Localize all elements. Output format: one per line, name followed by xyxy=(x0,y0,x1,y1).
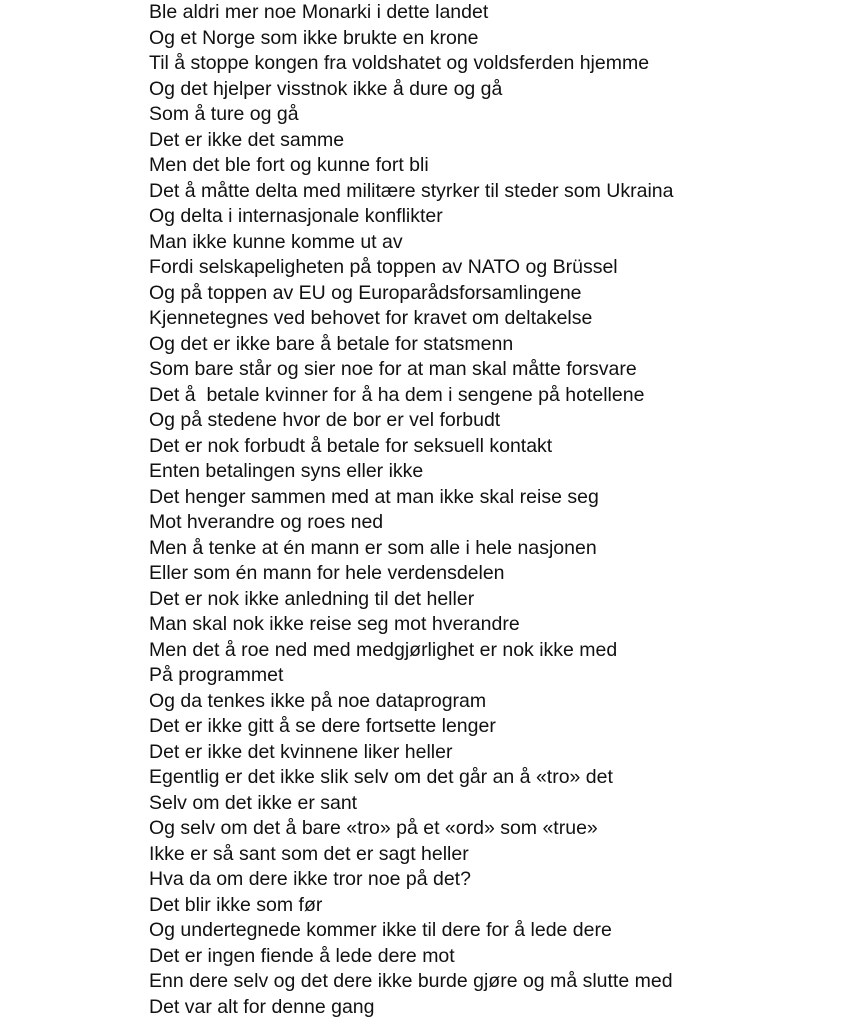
poem-line: Men det å roe ned med medgjørlighet er nok ikke med xyxy=(149,638,618,661)
poem-line: Eller som én mann for hele verdensdelen xyxy=(149,562,505,584)
poem-line: Enten betalingen syns eller ikke xyxy=(149,460,424,482)
poem-line: Egentlig er det ikke slik selv om det går an å «tro» det xyxy=(149,766,613,788)
poem-line: Og på stedene hvor de bor er vel forbudt xyxy=(149,409,501,431)
poem-line: Og det er ikke bare å betale for statsmenn xyxy=(149,332,514,355)
poem-line: Ikke er så sant som det er sagt heller xyxy=(149,842,469,865)
poem-line: Det er ingen fiende å lede dere mot xyxy=(149,944,455,967)
poem-line: Det er ikke det samme xyxy=(149,128,345,151)
poem-line: Til å stoppe kongen fra voldshatet og voldsferden hjemme xyxy=(149,52,650,74)
poem-line: Det å måtte delta med militære styrker til steder som Ukraina xyxy=(149,179,674,202)
poem-line: Og selv om det å bare «tro» på et «ord» som «true» xyxy=(149,817,598,839)
poem-line: Det å betale kvinner for å ha dem i sengene på hotellene xyxy=(149,383,645,406)
poem-line: Mot hverandre og roes ned xyxy=(149,511,384,533)
poem-line: Som bare står og sier noe for at man skal måtte forsvare xyxy=(149,358,637,380)
poem-line: Det var alt for denne gang xyxy=(149,995,375,1018)
poem-line: Det er ikke det kvinnene liker heller xyxy=(149,740,453,763)
poem-line: Selv om det ikke er sant xyxy=(149,791,358,814)
poem-line: Ble aldri mer noe Monarki i dette landet xyxy=(149,1,489,23)
poem-line: Man ikke kunne komme ut av xyxy=(149,230,403,253)
poem-line: Og undertegnede kommer ikke til dere for å lede dere xyxy=(149,919,612,941)
poem-line: Men det ble fort og kunne fort bli xyxy=(149,154,429,176)
poem-line: Det er nok forbudt å betale for seksuell kontakt xyxy=(149,434,553,457)
poem-line: Som å ture og gå xyxy=(149,103,299,125)
poem-line: Man skal nok ikke reise seg mot hverandre xyxy=(149,613,520,635)
poem-line: Og et Norge som ikke brukte en krone xyxy=(149,26,479,49)
poem-line: Kjennetegnes ved behovet for kravet om deltakelse xyxy=(149,307,593,329)
poem-line: Det er ikke gitt å se dere fortsette lenger xyxy=(149,715,496,737)
poem-line: Men å tenke at én mann er som alle i hele nasjonen xyxy=(149,536,597,559)
poem-line: Hva da om dere ikke tror noe på det? xyxy=(149,868,471,890)
poem-line: Det henger sammen med at man ikke skal reise seg xyxy=(149,485,599,508)
poem-line: Og det hjelper visstnok ikke å dure og gå xyxy=(149,77,503,100)
poem-line: Fordi selskapeligheten på toppen av NATO og Brüssel xyxy=(149,256,618,278)
poem-line: Det blir ikke som før xyxy=(149,893,323,916)
poem-line: Det er nok ikke anledning til det heller xyxy=(149,587,475,610)
poem-line: Og delta i internasjonale konflikter xyxy=(149,205,443,227)
poem-text xyxy=(149,0,674,1020)
poem-line: Og på toppen av EU og Europarådsforsamlingene xyxy=(149,281,582,304)
poem-line: Enn dere selv og det dere ikke burde gjøre og må slutte med xyxy=(149,970,673,992)
poem-line: På programmet xyxy=(149,664,284,686)
poem-line: Og da tenkes ikke på noe dataprogram xyxy=(149,689,487,712)
